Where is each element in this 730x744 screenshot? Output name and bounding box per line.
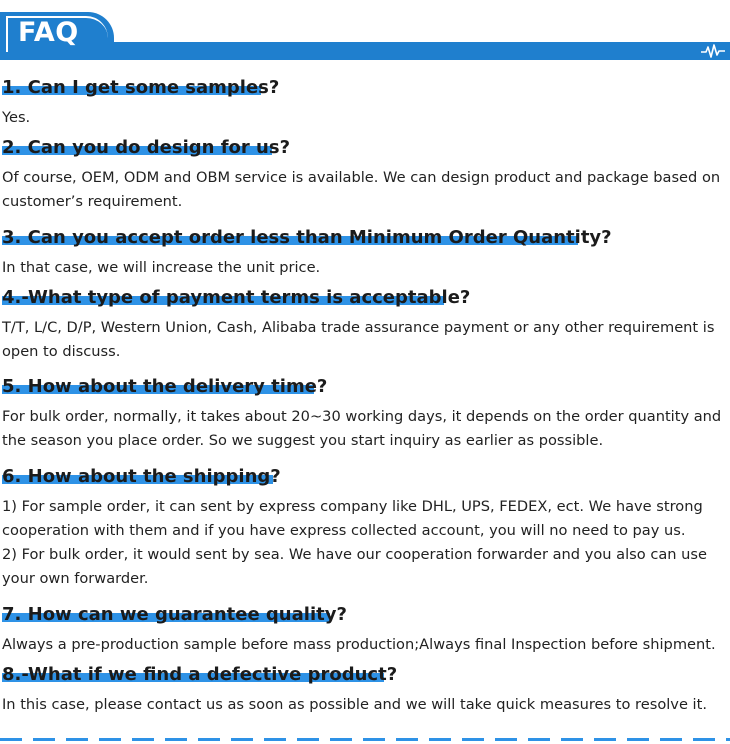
answer-line: customer’s requirement. xyxy=(2,193,183,210)
faq-question-7 xyxy=(2,604,347,630)
page-title: FAQ xyxy=(18,17,79,48)
faq-answer-6 xyxy=(2,495,724,591)
answer-line: 2) For bulk order, it would sent by sea. We have our cooperation forwarder and you also can use xyxy=(2,546,708,563)
faq-question-4 xyxy=(2,287,470,313)
question-text: 4.-What type of payment terms is acceptable? xyxy=(2,287,471,308)
answer-line: the season you place order. So we suggest you start inquiry as earlier as possible. xyxy=(2,432,604,449)
faq-answer-5 xyxy=(2,405,724,453)
heartbeat-icon xyxy=(700,43,726,59)
faq-answer-8 xyxy=(2,693,724,717)
question-text: 3. Can you accept order less than Minimum Order Quantity? xyxy=(2,227,612,248)
faq-answer-4 xyxy=(2,316,724,364)
faq-question-1 xyxy=(2,77,279,103)
faq-question-6 xyxy=(2,466,281,492)
faq-question-5 xyxy=(2,376,327,402)
answer-line: open to discuss. xyxy=(2,343,121,360)
answer-line: 1) For sample order, it can sent by express company like DHL, UPS, FEDEX, ect. We have strong xyxy=(2,498,703,515)
answer-line: T/T, L/C, D/P, Western Union, Cash, Alibaba trade assurance payment or any other requirement is xyxy=(2,319,715,336)
faq-question-2 xyxy=(2,137,290,163)
answer-line: Yes. xyxy=(2,109,31,126)
answer-line: cooperation with them and if you have express collected account, you will no need to pay us. xyxy=(2,522,686,539)
answer-line: In this case, please contact us as soon as possible and we will take quick measures to resolve it. xyxy=(2,696,707,713)
answer-line: your own forwarder. xyxy=(2,570,149,587)
answer-line: For bulk order, normally, it takes about 20~30 working days, it depends on the order quantity and xyxy=(2,408,722,425)
faq-banner xyxy=(0,0,730,64)
question-text: 2. Can you do design for us? xyxy=(2,137,291,158)
answer-line: Always a pre-production sample before mass production;Always final Inspection before shipment. xyxy=(2,636,716,653)
question-text: 1. Can I get some samples? xyxy=(2,77,280,98)
faq-answer-1 xyxy=(2,106,724,130)
question-text: 8.-What if we find a defective product? xyxy=(2,664,398,685)
question-text: 7. How can we guarantee quality? xyxy=(2,604,347,625)
question-text: 6. How about the shipping? xyxy=(2,466,281,487)
footer-dashed-divider xyxy=(0,738,730,741)
faq-answer-7 xyxy=(2,633,724,657)
question-text: 5. How about the delivery time? xyxy=(2,376,328,397)
answer-line: Of course, OEM, ODM and OBM service is available. We can design product and package based on xyxy=(2,169,721,186)
answer-line: In that case, we will increase the unit price. xyxy=(2,259,321,276)
faq-answer-3 xyxy=(2,256,724,280)
faq-question-8 xyxy=(2,664,397,690)
faq-answer-2 xyxy=(2,166,724,214)
faq-question-3 xyxy=(2,227,612,253)
